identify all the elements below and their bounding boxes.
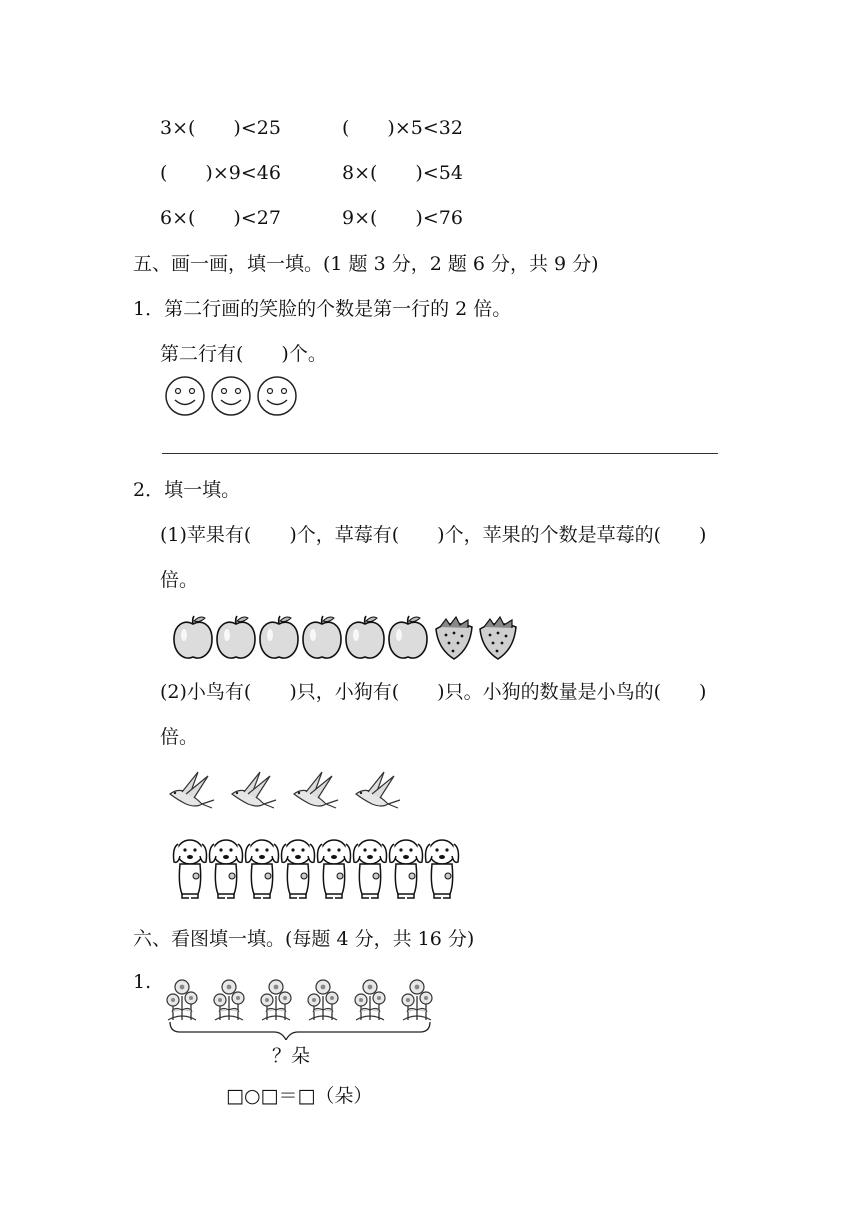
- apple-icon: [389, 616, 427, 658]
- brace: [170, 1022, 430, 1040]
- dog-icon: [354, 840, 387, 898]
- question-5-2-part1: (1)苹果有( )个，草莓有( )个，苹果的个数是草莓的( ): [160, 524, 707, 546]
- smiley-icon: [212, 377, 250, 415]
- question-5-2-part1-cont: 倍。: [160, 569, 199, 591]
- dog-icon: [246, 840, 279, 898]
- apple-icon: [174, 616, 212, 658]
- section-5-title: 五、画一画，填一填。(1 题 3 分，2 题 6 分，共 9 分): [133, 253, 599, 275]
- dog-icon: [174, 840, 207, 898]
- bird-icon: [356, 772, 400, 808]
- apple-icon: [260, 616, 298, 658]
- dog-icon: [426, 840, 459, 898]
- strawberry-icon: [436, 617, 472, 659]
- inequality-1: 3×( )<25: [160, 117, 281, 139]
- dog-icon: [282, 840, 315, 898]
- flower-icon: [167, 980, 197, 1020]
- brace-label: ？朵: [272, 1045, 311, 1067]
- answer-line[interactable]: [162, 453, 718, 454]
- section-6-title: 六、看图填一填。(每题 4 分，共 16 分): [133, 928, 475, 950]
- dog-row: [172, 836, 472, 900]
- question-5-1-fill: 第二行有( )个。: [160, 343, 327, 365]
- inequality-4: 8×( )<54: [342, 162, 463, 184]
- flower-icon: [214, 980, 244, 1020]
- smiley-row: [164, 375, 304, 417]
- formula[interactable]: □○□＝□（朵）: [226, 1085, 373, 1107]
- bird-icon: [294, 772, 338, 808]
- apple-icon: [346, 616, 384, 658]
- inequality-3: ( )×9<46: [160, 162, 281, 184]
- apple-icon: [217, 616, 255, 658]
- bird-row: [168, 768, 408, 810]
- inequality-6: 9×( )<76: [342, 207, 463, 229]
- question-6-1-number: 1.: [133, 971, 152, 993]
- flower-row: [164, 976, 444, 1040]
- question-5-1: 1．第二行画的笑脸的个数是第一行的 2 倍。: [133, 298, 512, 320]
- smiley-icon: [166, 377, 204, 415]
- smiley-icon: [258, 377, 296, 415]
- inequality-2: ( )×5<32: [342, 117, 463, 139]
- flower-icon: [308, 980, 338, 1020]
- question-5-2: 2．填一填。: [133, 479, 241, 501]
- dog-icon: [390, 840, 423, 898]
- apple-strawberry-row: [172, 613, 522, 661]
- question-5-2-part2-cont: 倍。: [160, 726, 199, 748]
- bird-icon: [170, 772, 214, 808]
- question-5-2-part2: (2)小鸟有( )只，小狗有( )只。小狗的数量是小鸟的( ): [160, 681, 707, 703]
- dog-icon: [318, 840, 351, 898]
- flower-icon: [261, 980, 291, 1020]
- flower-icon: [402, 980, 432, 1020]
- bird-icon: [232, 772, 276, 808]
- inequality-5: 6×( )<27: [160, 207, 281, 229]
- strawberry-icon: [480, 617, 516, 659]
- flower-icon: [355, 980, 385, 1020]
- apple-icon: [303, 616, 341, 658]
- dog-icon: [210, 840, 243, 898]
